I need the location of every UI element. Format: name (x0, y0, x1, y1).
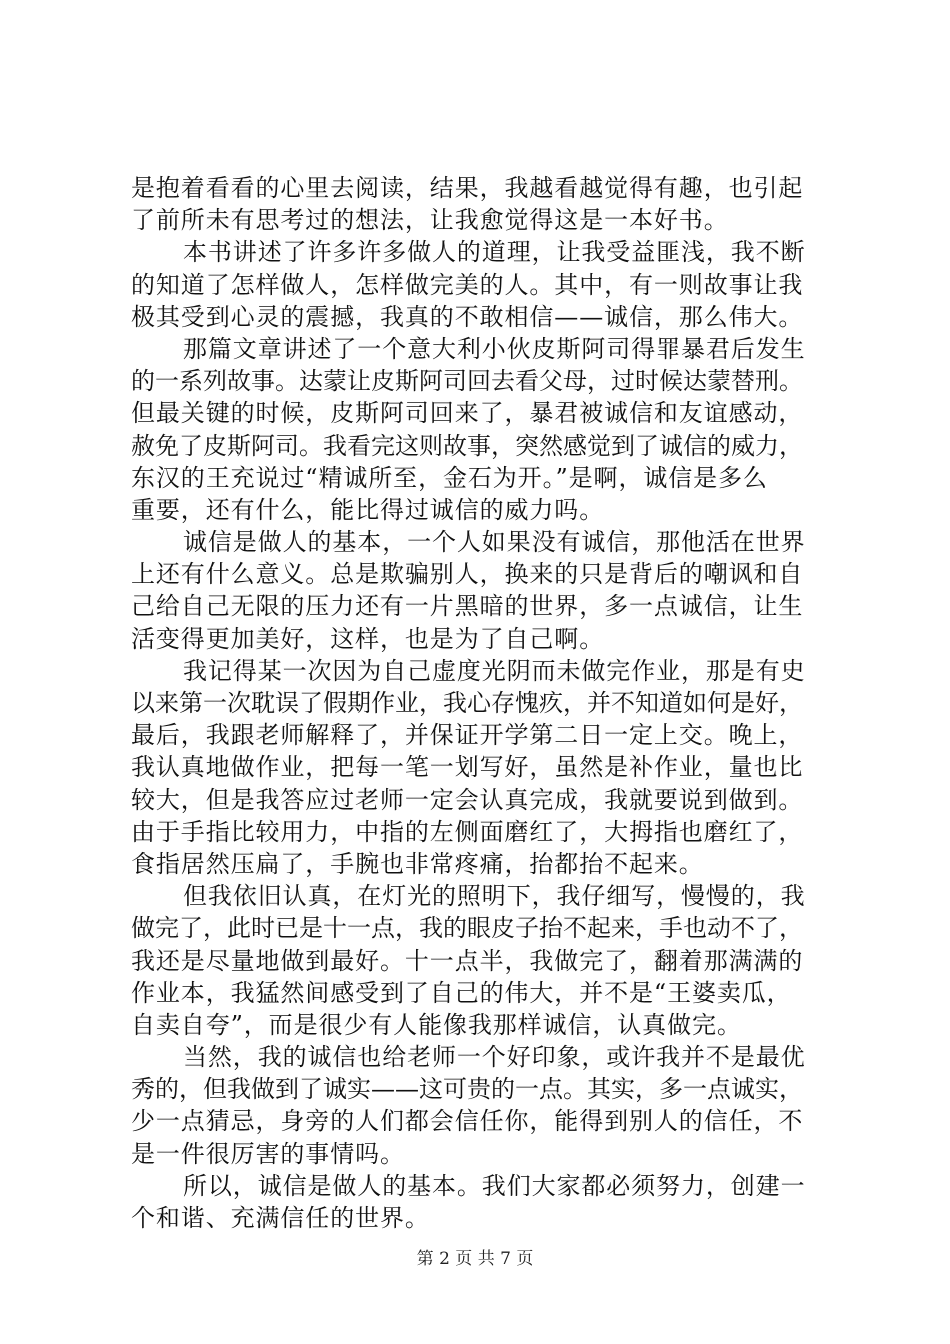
text-line: 重要，还有什么，能比得过诚信的威力吗。 (131, 495, 605, 524)
text-line: 但我依旧认真，在灯光的照明下，我仔细写，慢慢的，我 (183, 882, 806, 911)
text-line: 较大，但是我答应过老师一定会认真完成，我就要说到做到。 (131, 785, 804, 814)
text-line: 作业本，我猛然间感受到了自己的伟大，并不是“王婆卖瓜， (131, 978, 792, 1007)
text-line: 极其受到心灵的震撼，我真的不敢相信——诚信，那么伟大。 (131, 302, 804, 331)
text-line: 的知道了怎样做人，怎样做完美的人。其中，有一则故事让我 (131, 270, 804, 299)
text-line: 但最关键的时候，皮斯阿司回来了，暴君被诚信和友谊感动， (131, 399, 804, 428)
text-line: 活变得更加美好，这样，也是为了自己啊。 (131, 624, 605, 653)
text-line: 做完了，此时已是十一点，我的眼皮子抬不起来，手也动不了， (131, 914, 803, 943)
text-line: 我记得某一次因为自己虚度光阴而未做完作业，那是有史 (183, 656, 806, 685)
text-line: 上还有什么意义。总是欺骗别人，换来的只是背后的嘲讽和自 (131, 560, 804, 589)
page-number-footer: 第 2 页 共 7 页 (416, 1249, 534, 1269)
text-line: 秀的，但我做到了诚实——这可贵的一点。其实，多一点诚实， (131, 1075, 803, 1104)
text-line: 是抱着看看的心里去阅读，结果，我越看越觉得有趣，也引起 (131, 174, 804, 202)
text-line: 食指居然压扁了，手腕也非常疼痛，抬都抬不起来。 (131, 849, 704, 878)
text-line: 了前所未有思考过的想法，让我愈觉得这是一本好书。 (131, 206, 729, 235)
text-line: 诚信是做人的基本，一个人如果没有诚信，那他活在世界 (183, 528, 806, 557)
text-line: 所以，诚信是做人的基本。我们大家都必须努力，创建一 (183, 1171, 806, 1200)
text-line: 的一系列故事。达蒙让皮斯阿司回去看父母，过时候达蒙替刑。 (131, 367, 803, 396)
text-line: 以来第一次耽误了假期作业，我心存愧疚，并不知道如何是好， (131, 689, 803, 717)
document-body (131, 172, 831, 1234)
text-line: 当然，我的诚信也给老师一个好印象，或许我并不是最优 (183, 1043, 806, 1072)
text-line: 己给自己无限的压力还有一片黑暗的世界，多一点诚信，让生 (131, 592, 804, 621)
text-line: 自卖自夸”，而是很少有人能像我那样诚信，认真做完。 (131, 1010, 742, 1039)
text-line: 赦免了皮斯阿司。我看完这则故事，突然感觉到了诚信的威力， (131, 431, 803, 460)
text-line: 个和谐、充满信任的世界。 (131, 1204, 430, 1232)
text-line: 少一点猜忌，身旁的人们都会信任你，能得到别人的信任，不 (131, 1107, 804, 1136)
text-line: 那篇文章讲述了一个意大利小伙皮斯阿司得罪暴君后发生 (183, 334, 806, 363)
text-line: 我认真地做作业，把每一笔一划写好，虽然是补作业，量也比 (131, 753, 804, 782)
text-line: 是一件很厉害的事情吗。 (131, 1139, 405, 1168)
text-line: 本书讲述了许多许多做人的道理，让我受益匪浅，我不断 (183, 238, 806, 267)
text-line: 最后，我跟老师解释了，并保证开学第二日一定上交。晚上， (131, 721, 804, 750)
text-line: 我还是尽量地做到最好。十一点半，我做完了，翻着那满满的 (131, 946, 804, 975)
text-line: 东汉的王充说过“精诚所至，金石为开。”是啊，诚信是多么 (131, 463, 768, 492)
text-line: 由于手指比较用力，中指的左侧面磨红了，大拇指也磨红了， (131, 817, 804, 846)
